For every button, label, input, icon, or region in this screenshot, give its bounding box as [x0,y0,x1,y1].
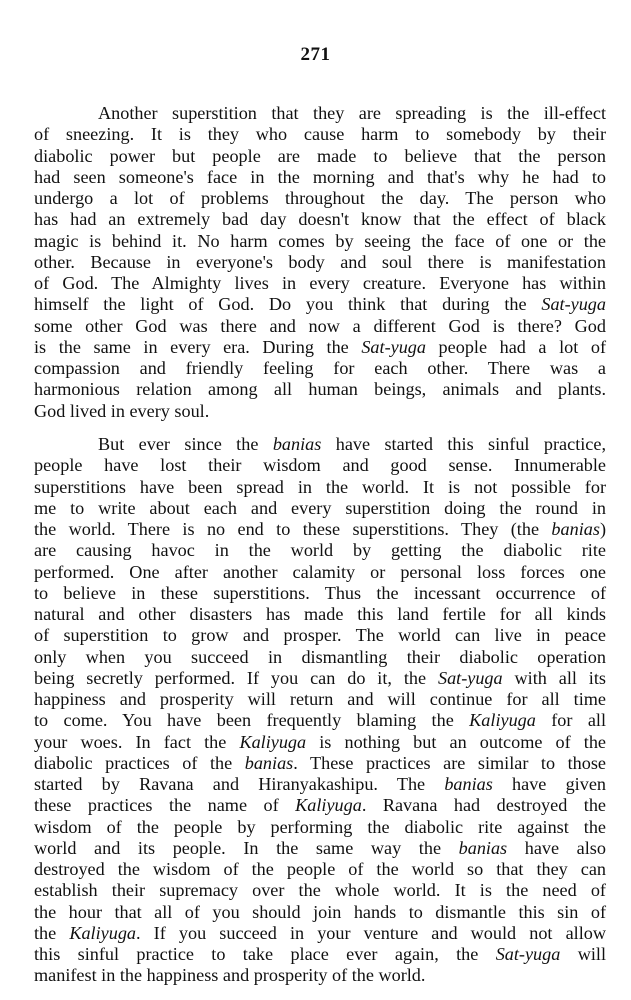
text-line: of superstition to grow and prosper. The world can live in peace [34,625,606,646]
text-line: of God. The Almighty lives in every creature. Everyone has within [34,273,606,293]
text-line: the Kaliyuga. If you succeed in your venture and would not allow [34,922,606,943]
text-line: world and its people. In the same way the banias have also [34,837,606,858]
text-line: magic is behind it. No harm comes by seeing the face of one or the [34,230,606,251]
text-line: undergo a lot of problems throughout the day. The person who [34,188,606,208]
text-line: other. Because in everyone's body and soul there is manifestation [34,251,606,272]
text-line: me to write about each and every superstition doing the round in [34,497,606,518]
paragraph-1 [34,103,606,422]
text-line: diabolic power but people are made to believe that the person [34,145,606,166]
text-line: had seen someone's face in the morning and that's why he had to [34,166,606,187]
text-line: of sneezing. It is they who cause harm to somebody by their [34,124,606,145]
text-line: natural and other disasters has made this land fertile for all kinds [34,604,606,624]
text-line: God lived in every soul. [34,400,210,421]
text-line: himself the light of God. Do you think that during the Sat-yuga [34,294,606,315]
text-line: these practices the name of Kaliyuga. Ravana had destroyed the [34,795,607,816]
text-line: manifest in the happiness and prosperity of the world. [34,965,426,986]
text-line: being secretly performed. If you can do it, the Sat-yuga with all its [34,667,606,688]
text-line: is the same in every era. During the Sat-yuga people had a lot of [34,336,607,357]
text-line: only when you succeed in dismantling their diabolic operation [34,646,606,667]
text-line: establish their supremacy over the whole world. It is the need of [34,880,606,901]
text-line: people have lost their wisdom and good sense. Innumerable [34,455,606,476]
text-line: performed. One after another calamity or personal loss forces one [34,561,606,582]
text-line: Another superstition that they are spreading is the ill-effect [98,103,606,123]
paragraph-2 [34,434,606,987]
text-line: the hour that all of you should join hands to dismantle this sin of [34,901,606,922]
text-line: some other God was there and now a different God is there? God [34,315,606,336]
text-line: harmonious relation among all human beings, animals and plants. [34,379,606,400]
text-line: has had an extremely bad day doesn't know that the effect of black [34,209,606,230]
text-line: But ever since the banias have started this sinful practice, [98,434,606,454]
text-line: destroyed the wisdom of the people of the world so that they can [34,859,606,879]
text-line: to believe in these superstitions. Thus the incessant occurrence of [34,582,606,603]
text-line: to come. You have been frequently blaming the Kaliyuga for all [34,710,607,731]
text-line: are causing havoc in the world by getting the diabolic rite [34,540,606,561]
text-line: compassion and friendly feeling for each other. There was a [34,358,606,378]
text-line: superstitions have been spread in the world. It is not possible for [34,476,606,497]
text-line: the world. There is no end to these superstitions. They (the banias) [34,519,606,539]
text-line: this sinful practice to take place ever again, the Sat-yuga will [34,944,606,964]
text-line: started by Ravana and Hiranyakashipu. The banias have given [34,774,606,794]
text-line: diabolic practices of the banias. These practices are similar to those [34,752,606,773]
text-line: your woes. In fact the Kaliyuga is nothing but an outcome of the [34,731,606,752]
text-line: wisdom of the people by performing the diabolic rite against the [34,816,606,837]
page-number: 271 [300,44,331,65]
text-line: happiness and prosperity will return and will continue for all time [34,689,606,709]
